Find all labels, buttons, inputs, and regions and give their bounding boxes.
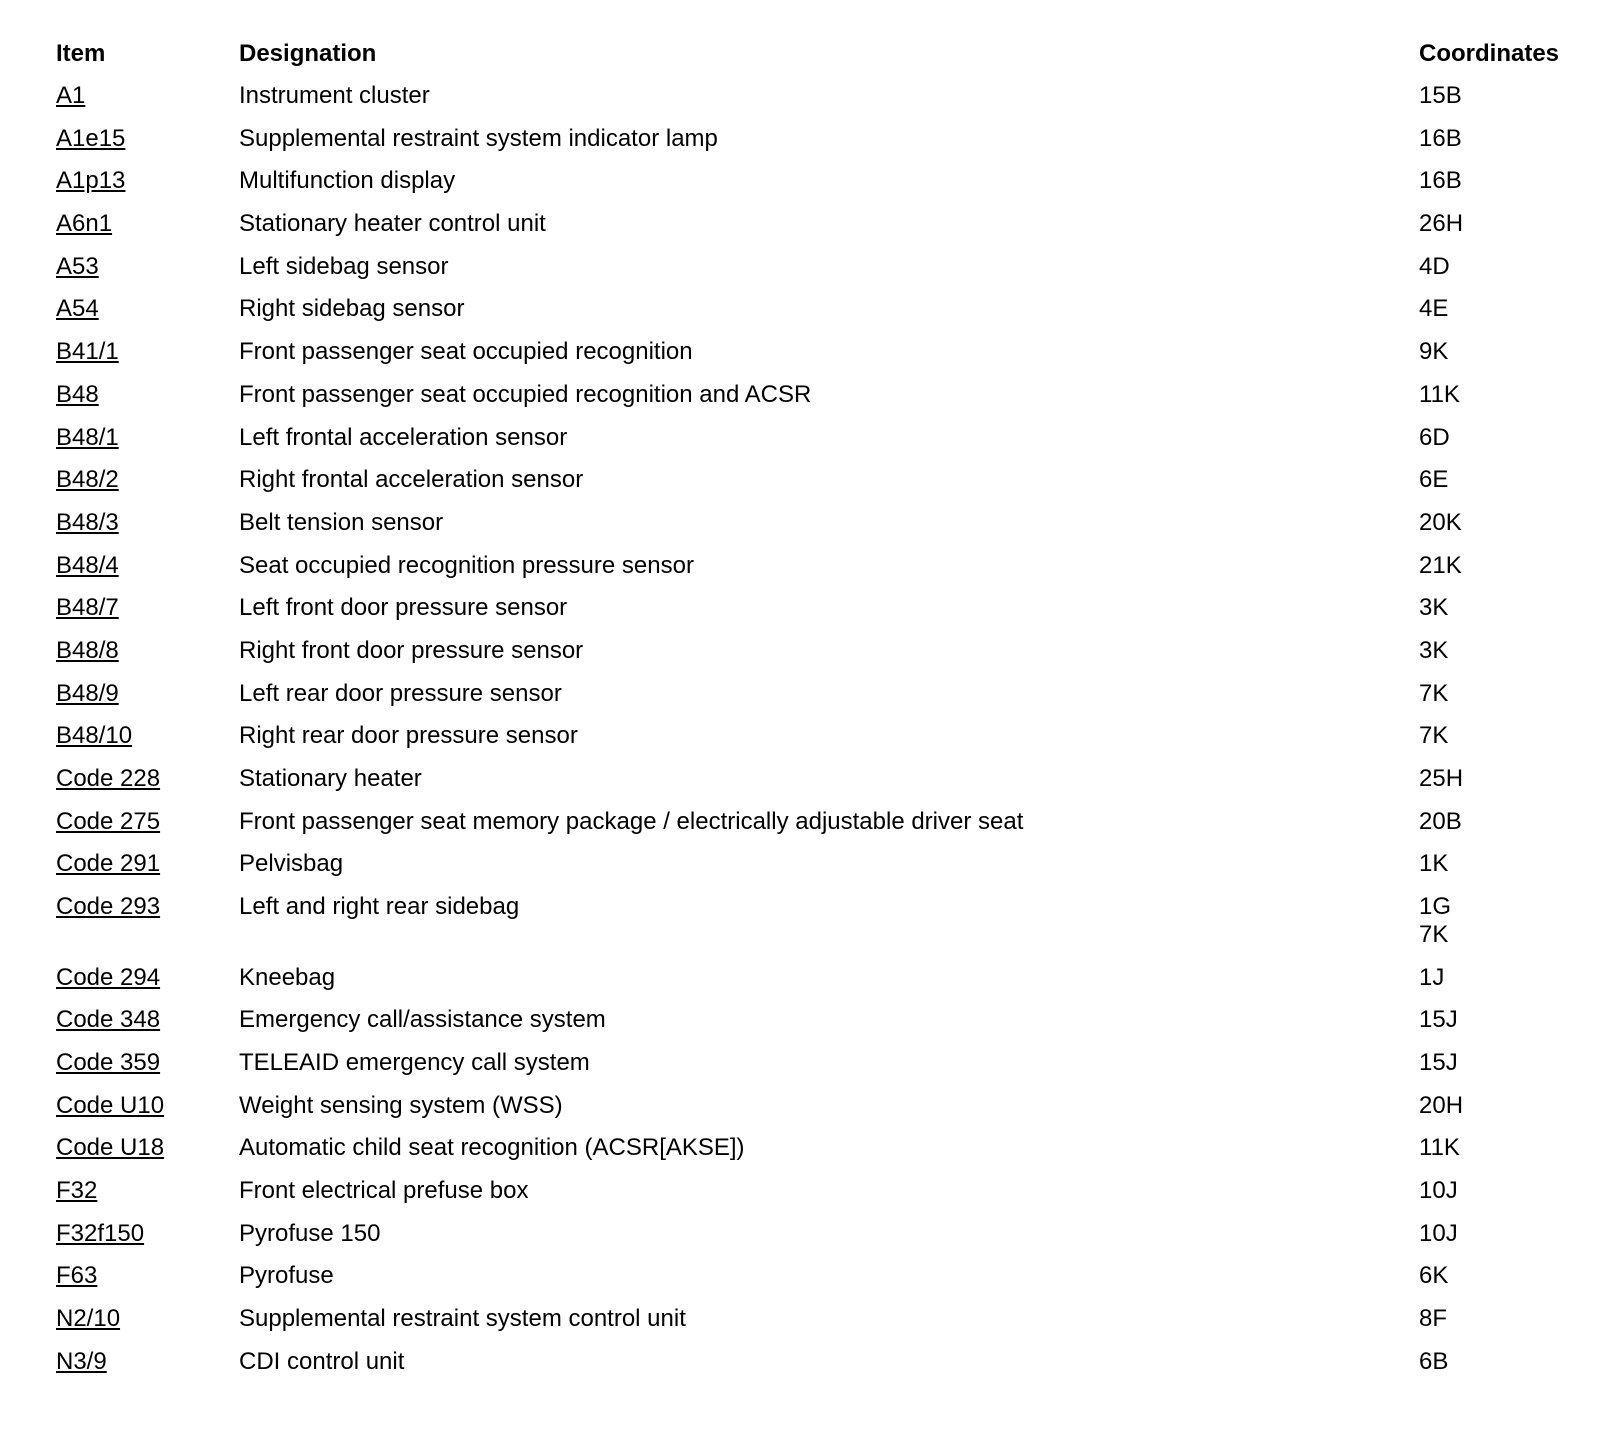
item-link[interactable]: B48/2 [56, 466, 119, 494]
table-row [56, 163, 1586, 206]
designation-cell: Right front door pressure sensor [239, 636, 584, 664]
designation-cell: Pelvisbag [239, 850, 344, 878]
item-cell [56, 125, 125, 153]
coordinates-cell [1419, 1220, 1458, 1248]
table-row [56, 1045, 1586, 1088]
item-link[interactable]: A1e15 [56, 124, 126, 152]
item-link[interactable]: Code 275 [56, 807, 161, 835]
item-link[interactable]: Code 293 [56, 893, 161, 921]
item-link[interactable]: Code U18 [56, 1134, 165, 1162]
coordinate-value: 6E [1419, 466, 1449, 494]
designation-cell: Right frontal acceleration sensor [239, 466, 584, 494]
table-row [56, 1216, 1586, 1259]
item-link[interactable]: B48/4 [56, 551, 119, 579]
designation-cell: Left rear door pressure sensor [239, 679, 562, 707]
item-cell [56, 1348, 107, 1376]
item-link[interactable]: F63 [56, 1262, 98, 1290]
coordinate-value: 6K [1419, 1262, 1449, 1290]
item-cell [56, 210, 112, 238]
coordinate-value: 4D [1419, 252, 1450, 280]
coordinate-value: 1K [1419, 850, 1449, 878]
item-link[interactable]: B48/7 [56, 594, 119, 622]
table-row [56, 334, 1586, 377]
table-row [56, 718, 1586, 761]
coordinates-cell [1419, 1305, 1447, 1333]
coordinates-cell [1419, 964, 1444, 992]
designation-cell: Emergency call/assistance system [239, 1006, 606, 1034]
coordinate-value: 10J [1419, 1177, 1458, 1204]
coordinates-cell [1419, 424, 1450, 452]
table-row [56, 846, 1586, 889]
component-legend-table [56, 36, 1586, 1386]
column-header-item: Item [56, 40, 106, 67]
coordinates-cell [1419, 1177, 1458, 1205]
table-row [56, 462, 1586, 505]
designation-cell: Right sidebag sensor [239, 295, 465, 323]
item-link[interactable]: F32 [56, 1177, 98, 1204]
item-link[interactable]: A6n1 [56, 210, 113, 238]
item-link[interactable]: A1 [56, 82, 86, 109]
designation-cell: Stationary heater control unit [239, 210, 546, 238]
column-header-designation: Designation [239, 40, 377, 67]
item-cell [56, 1220, 144, 1248]
table-row [56, 1130, 1586, 1173]
coordinates-cell [1419, 125, 1462, 153]
coordinates-cell [1419, 808, 1462, 836]
table-row [56, 1002, 1586, 1045]
item-cell [56, 1006, 160, 1034]
table-row [56, 1344, 1586, 1387]
item-link[interactable]: B48/1 [56, 423, 119, 451]
item-cell [56, 381, 99, 409]
coordinate-value: 20H [1419, 1091, 1464, 1119]
table-row [56, 206, 1586, 249]
designation-cell: Pyrofuse [239, 1262, 334, 1290]
designation-cell: CDI control unit [239, 1347, 405, 1375]
designation-cell: Left sidebag sensor [239, 252, 449, 280]
coordinates-cell [1419, 210, 1463, 238]
table-row [56, 121, 1586, 164]
item-cell [56, 424, 119, 452]
coordinate-value: 1G [1419, 893, 1452, 921]
coordinate-value: 7K [1419, 679, 1449, 707]
item-cell [56, 338, 119, 366]
table-row [56, 377, 1586, 420]
designation-cell: Left and right rear sidebag [239, 893, 520, 921]
coordinate-value: 16B [1419, 167, 1462, 195]
designation-cell: Front passenger seat memory package / electrically adjustable driver seat [239, 807, 1024, 835]
designation-cell: Multifunction display [239, 167, 456, 195]
coordinates-cell [1419, 1134, 1460, 1162]
table-header-row [56, 36, 1586, 78]
item-cell [56, 850, 160, 878]
table-row [56, 676, 1586, 719]
coordinate-value: 7K [1419, 722, 1449, 750]
item-link[interactable]: N3/9 [56, 1347, 107, 1375]
coordinate-value: 8F [1419, 1305, 1448, 1333]
item-cell [56, 295, 99, 323]
item-cell [56, 253, 99, 281]
table-row [56, 889, 1586, 960]
coordinate-value: 15B [1419, 82, 1462, 109]
table-row [56, 590, 1586, 633]
designation-cell: Left front door pressure sensor [239, 594, 568, 622]
item-link[interactable]: Code 291 [56, 850, 161, 878]
coordinates-cell [1419, 1006, 1458, 1034]
column-header-coordinates: Coordinates [1419, 40, 1560, 67]
item-link[interactable]: B48/3 [56, 508, 119, 536]
coordinate-value: 9K [1419, 338, 1449, 366]
coordinates-cell [1419, 893, 1451, 949]
coordinate-value: 15J [1419, 1006, 1458, 1034]
designation-cell: Belt tension sensor [239, 508, 444, 536]
item-cell [56, 964, 160, 992]
item-link[interactable]: B48/10 [56, 722, 133, 750]
table-row [56, 633, 1586, 676]
table-row [56, 1258, 1586, 1301]
coordinate-value: 1J [1419, 963, 1445, 991]
table-row [56, 761, 1586, 804]
item-cell [56, 722, 132, 750]
item-cell [56, 1262, 97, 1290]
item-link[interactable]: A53 [56, 252, 99, 280]
item-cell [56, 466, 119, 494]
item-cell [56, 1305, 120, 1333]
table-row [56, 78, 1586, 121]
item-cell [56, 765, 160, 793]
coordinates-cell [1419, 552, 1462, 580]
coordinate-value: 6B [1419, 1347, 1449, 1375]
coordinates-cell [1419, 765, 1463, 793]
coordinate-value: 11K [1419, 1134, 1460, 1162]
item-link[interactable]: B48 [56, 380, 99, 408]
coordinates-cell [1419, 82, 1462, 110]
item-link[interactable]: B48/8 [56, 636, 119, 664]
coordinate-value: 4E [1419, 295, 1449, 323]
item-link[interactable]: A1p13 [56, 167, 126, 195]
coordinates-cell [1419, 381, 1460, 409]
coordinate-value: 20B [1419, 807, 1462, 835]
coordinate-value: 25H [1419, 765, 1464, 792]
item-cell [56, 1134, 164, 1162]
coordinates-cell [1419, 167, 1462, 195]
table-row [56, 505, 1586, 548]
item-link[interactable]: B48/9 [56, 679, 119, 707]
coordinates-cell [1419, 850, 1448, 878]
item-link[interactable]: Code 348 [56, 1006, 161, 1034]
coordinate-value: 3K [1419, 636, 1449, 664]
designation-cell: Seat occupied recognition pressure sensor [239, 551, 694, 579]
table-row [56, 960, 1586, 1003]
coordinate-value: 15J [1419, 1048, 1458, 1076]
coordinate-value: 7K [1419, 921, 1449, 949]
designation-cell: Instrument cluster [239, 82, 430, 109]
table-row [56, 1088, 1586, 1131]
table-row [56, 291, 1586, 334]
designation-cell: TELEAID emergency call system [239, 1048, 590, 1076]
designation-cell: Front electrical prefuse box [239, 1177, 529, 1204]
item-cell [56, 680, 119, 708]
coordinate-value: 20K [1419, 508, 1462, 536]
coordinates-cell [1419, 637, 1448, 665]
item-link[interactable]: Code U10 [56, 1091, 165, 1119]
item-cell [56, 594, 119, 622]
designation-cell: Weight sensing system (WSS) [239, 1091, 563, 1119]
coordinates-cell [1419, 466, 1448, 494]
coordinates-cell [1419, 295, 1448, 323]
coordinates-cell [1419, 1049, 1458, 1077]
coordinates-cell [1419, 1348, 1448, 1376]
item-cell [56, 82, 85, 110]
table-row [56, 1173, 1586, 1216]
coordinate-value: 6D [1419, 423, 1450, 451]
table-row [56, 249, 1586, 292]
coordinates-cell [1419, 338, 1448, 366]
item-link[interactable]: A54 [56, 295, 99, 323]
coordinate-value: 10J [1419, 1219, 1458, 1247]
coordinates-cell [1419, 680, 1448, 708]
table-row [56, 804, 1586, 847]
item-link[interactable]: Code 228 [56, 765, 161, 792]
coordinates-cell [1419, 1092, 1463, 1120]
coordinate-value: 16B [1419, 124, 1462, 152]
item-link[interactable]: Code 359 [56, 1048, 161, 1076]
designation-cell: Front passenger seat occupied recognition [239, 338, 693, 366]
item-cell [56, 552, 119, 580]
item-link[interactable]: F32f150 [56, 1219, 145, 1247]
designation-cell: Supplemental restraint system indicator lamp [239, 124, 718, 152]
item-link[interactable]: B41/1 [56, 338, 119, 366]
table-row [56, 548, 1586, 591]
designation-cell: Kneebag [239, 963, 336, 991]
table-row [56, 1301, 1586, 1344]
coordinates-cell [1419, 509, 1462, 537]
designation-cell: Right rear door pressure sensor [239, 722, 578, 750]
coordinate-value: 3K [1419, 594, 1449, 622]
coordinate-value: 11K [1419, 380, 1460, 408]
item-cell [56, 509, 119, 537]
designation-cell: Pyrofuse 150 [239, 1219, 381, 1247]
designation-cell: Stationary heater [239, 765, 422, 792]
table-body [56, 78, 1586, 1386]
item-cell [56, 637, 119, 665]
coordinates-cell [1419, 722, 1448, 750]
coordinates-cell [1419, 594, 1448, 622]
item-cell [56, 1177, 97, 1205]
designation-cell: Automatic child seat recognition (ACSR[AKSE]) [239, 1134, 745, 1162]
item-cell [56, 893, 160, 921]
item-cell [56, 167, 125, 195]
item-cell [56, 1092, 164, 1120]
designation-cell: Left frontal acceleration sensor [239, 423, 568, 451]
coordinates-cell [1419, 1262, 1448, 1290]
designation-cell: Supplemental restraint system control unit [239, 1305, 686, 1333]
item-link[interactable]: Code 294 [56, 963, 161, 991]
coordinate-value: 21K [1419, 551, 1462, 579]
item-cell [56, 808, 160, 836]
item-cell [56, 1049, 160, 1077]
coordinates-cell [1419, 253, 1450, 281]
designation-cell: Front passenger seat occupied recognition and ACSR [239, 380, 812, 408]
coordinate-value: 26H [1419, 210, 1464, 238]
table-row [56, 420, 1586, 463]
item-link[interactable]: N2/10 [56, 1305, 121, 1333]
